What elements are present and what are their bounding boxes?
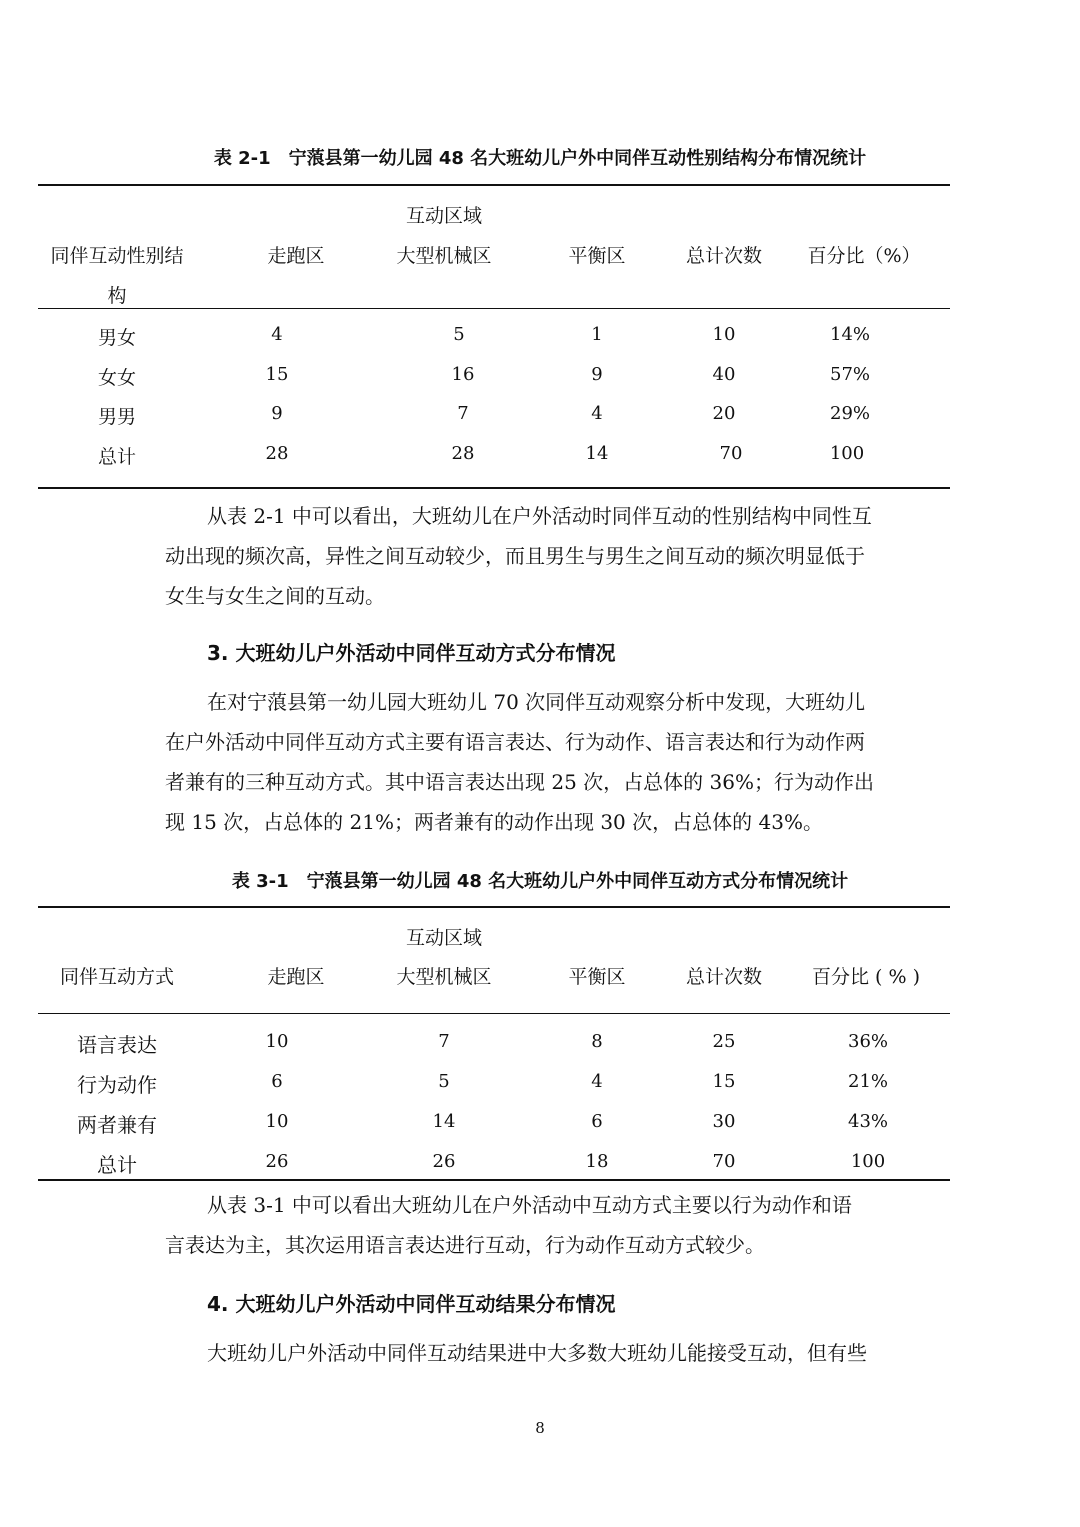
table2-cell: 15 — [712, 1071, 736, 1092]
paragraph-interaction-methods — [165, 682, 925, 842]
paragraph-line: 者兼有的三种互动方式。其中语言表达出现 25 次，占总体的 36%；行为动作出 — [165, 770, 874, 794]
table1-group-header: 互动区域 — [405, 205, 483, 227]
paragraph-line: 现 15 次，占总体的 21%；两者兼有的动作出现 30 次，占总体的 43%。 — [165, 810, 823, 834]
paragraph-line: 动出现的频次高，异性之间互动较少，而且男生与男生之间互动的频次明显低于 — [165, 544, 865, 568]
table2-cell: 8 — [591, 1031, 603, 1052]
table1-cell: 16 — [451, 364, 475, 385]
table1-cell: 15 — [265, 364, 289, 385]
table1-cell: 40 — [712, 364, 736, 385]
table1-cell: 9 — [591, 364, 603, 385]
table2-row-label: 两者兼有 — [77, 1113, 157, 1137]
table1-cell: 4 — [591, 403, 603, 424]
table2-col-header: 百分比 ( % ) — [812, 966, 920, 988]
table1-row-header-line2: 构 — [107, 285, 127, 307]
table1-col-header: 大型机械区 — [396, 245, 492, 267]
page-number: 8 — [535, 1419, 545, 1437]
table1-col-header: 走跑区 — [267, 245, 325, 267]
paragraph-line: 在户外活动中同伴互动方式主要有语言表达、行为动作、语言表达和行为动作两 — [165, 730, 865, 754]
paragraph-line: 言表达为主，其次运用语言表达进行互动，行为动作互动方式较少。 — [165, 1233, 765, 1257]
table2-col-header: 走跑区 — [267, 966, 325, 988]
paragraph-table1-analysis — [165, 496, 925, 616]
table1-cell: 20 — [712, 403, 736, 424]
table1-cell: 29% — [829, 403, 871, 424]
table2-col-header: 大型机械区 — [396, 966, 492, 988]
table2-cell: 26 — [432, 1151, 456, 1172]
table2-header-rule — [38, 1013, 950, 1014]
table2-cell: 10 — [265, 1111, 289, 1132]
table1-cell: 4 — [271, 324, 283, 345]
table2-cell: 26 — [265, 1151, 289, 1172]
paragraph-line: 在对宁蒗县第一幼儿园大班幼儿 70 次同伴互动观察分析中发现，大班幼儿 — [207, 690, 866, 714]
table2-cell: 7 — [438, 1031, 450, 1052]
table2-cell: 25 — [712, 1031, 736, 1052]
section-heading-4: 4. 大班幼儿户外活动中同伴互动结果分布情况 — [207, 1292, 616, 1316]
table2-cell: 4 — [591, 1071, 603, 1092]
table2-cell: 10 — [265, 1031, 289, 1052]
table1-caption: 表 2-1 宁蒗县第一幼儿园 48 名大班幼儿户外中同伴互动性别结构分布情况统计 — [213, 148, 867, 169]
table1-cell: 14 — [585, 443, 609, 464]
table2-col-header: 平衡区 — [568, 966, 626, 988]
table2-col-header: 总计次数 — [685, 966, 763, 988]
table2-cell: 14 — [432, 1111, 456, 1132]
table2-cell: 6 — [591, 1111, 603, 1132]
paragraph-line: 大班幼儿户外活动中同伴互动结果进中大多数大班幼儿能接受互动，但有些 — [207, 1341, 867, 1365]
section-heading-3: 3. 大班幼儿户外活动中同伴互动方式分布情况 — [207, 641, 616, 665]
table1-row-label: 总计 — [97, 446, 137, 468]
table1-cell: 9 — [271, 403, 283, 424]
table2-bottom-rule — [38, 1179, 950, 1181]
table1-col-header: 总计次数 — [685, 245, 763, 267]
table1-cell: 70 — [719, 443, 743, 464]
table1-cell: 1 — [591, 324, 603, 345]
table1-cell: 57% — [829, 364, 871, 385]
table1-cell: 28 — [451, 443, 475, 464]
table1-row-label: 女女 — [97, 367, 137, 389]
table2-top-rule — [38, 906, 950, 908]
table1-cell: 10 — [712, 324, 736, 345]
table2-cell: 70 — [712, 1151, 736, 1172]
paragraph-line: 女生与女生之间的互动。 — [165, 584, 385, 608]
table1-cell: 14% — [829, 324, 871, 345]
table2-cell: 21% — [847, 1071, 889, 1092]
table1-header-rule — [38, 308, 950, 309]
paragraph-line: 从表 3-1 中可以看出大班幼儿在户外活动中互动方式主要以行为动作和语 — [207, 1193, 852, 1217]
paragraph-table2-analysis — [165, 1185, 925, 1265]
table2-row-header: 同伴互动方式 — [59, 966, 175, 988]
table1-cell: 28 — [265, 443, 289, 464]
table1-cell: 7 — [457, 403, 469, 424]
table1-col-header: 百分比（%） — [807, 245, 921, 267]
paragraph-interaction-results — [165, 1333, 925, 1373]
table2-cell: 6 — [271, 1071, 283, 1092]
table2-row-label: 总计 — [97, 1153, 137, 1177]
table2-cell: 18 — [585, 1151, 609, 1172]
table2-caption: 表 3-1 宁蒗县第一幼儿园 48 名大班幼儿户外中同伴互动方式分布情况统计 — [231, 871, 849, 892]
table1-col-header: 平衡区 — [568, 245, 626, 267]
table2-cell: 100 — [850, 1151, 886, 1172]
table2-cell: 36% — [847, 1031, 889, 1052]
table2-row-label: 行为动作 — [77, 1073, 157, 1097]
table1-top-rule — [38, 184, 950, 186]
table1-row-header-line1: 同伴互动性别结 — [50, 245, 184, 267]
table1-row-label: 男女 — [97, 327, 137, 349]
table2-row-label: 语言表达 — [77, 1033, 157, 1057]
table2-cell: 43% — [847, 1111, 889, 1132]
paragraph-line: 从表 2-1 中可以看出，大班幼儿在户外活动时同伴互动的性别结构中同性互 — [207, 504, 872, 528]
table2-group-header: 互动区域 — [405, 927, 483, 949]
table2-cell: 5 — [438, 1071, 450, 1092]
table1-row-label: 男男 — [97, 406, 137, 428]
table1-bottom-rule — [38, 487, 950, 489]
table1-cell: 100 — [829, 443, 865, 464]
table1-cell: 5 — [453, 324, 465, 345]
table2-cell: 30 — [712, 1111, 736, 1132]
